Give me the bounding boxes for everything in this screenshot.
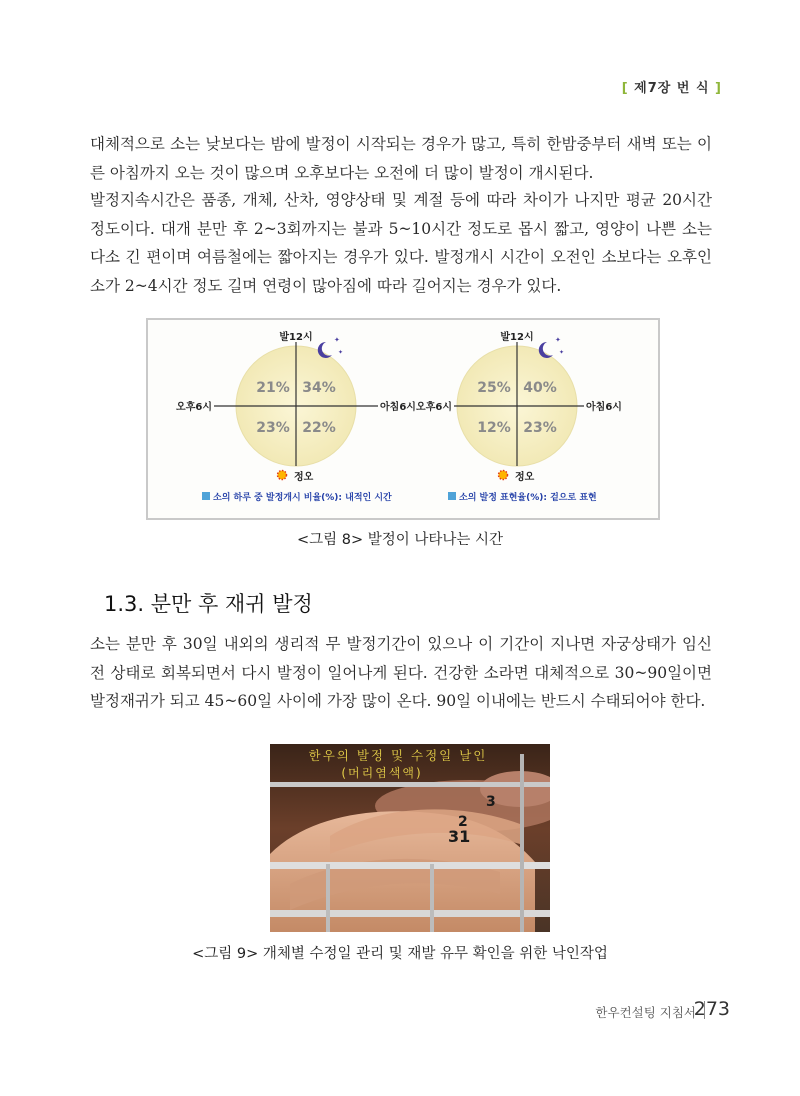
chapter-tag (622, 77, 722, 96)
right-q-bottom-left: 12% (477, 420, 511, 436)
cow-number-2: 2 (458, 814, 468, 830)
right-legend-swatch (448, 492, 456, 500)
svg-text:✦: ✦ (555, 336, 561, 344)
right-q-top-right: 40% (523, 380, 557, 396)
right-label-left: 오후6시 (416, 402, 452, 413)
page-number: 273 (693, 998, 730, 1020)
right-label-right: 아침6시 (586, 402, 622, 413)
estrus-time-diagrams (148, 320, 658, 518)
svg-text:✦: ✦ (559, 349, 565, 356)
bracket-close: ] (715, 81, 722, 96)
left-legend: 소의 하루 중 발정개시 비율(%): 내적인 시간 (213, 493, 392, 503)
left-clock-chart (175, 330, 416, 503)
figure-9-photo (270, 744, 550, 932)
left-q-bottom-left: 23% (256, 420, 290, 436)
cow-number-1: 3 (486, 794, 496, 810)
cattle-photo (270, 744, 550, 932)
left-q-top-left: 21% (256, 380, 290, 396)
paragraph-1: 대체적으로 소는 낮보다는 밤에 발정이 시작되는 경우가 많고, 특히 한밤중부터 새벽 또는 이른 아침까지 오는 것이 많으며 오후보다는 오전에 더 많이 발정이 개시된다. (90, 135, 712, 182)
right-legend: 소의 발정 표현율(%): 겉으로 표현 (459, 493, 597, 503)
left-q-bottom-right: 22% (302, 420, 336, 436)
photo-title-line2: (머리염색액) (341, 766, 423, 780)
chapter-title: 제7장 번 식 (634, 81, 710, 96)
right-label-bottom: 정오 (515, 472, 535, 483)
figure-8-caption: <그림 8> 발정이 나타나는 시간 (296, 532, 504, 548)
svg-text:✦: ✦ (338, 349, 344, 356)
figure-8 (146, 318, 660, 520)
right-moon-icon (539, 336, 564, 358)
bracket-open: [ (621, 81, 629, 96)
paragraph-2: 발정지속시간은 품종, 개체, 산차, 영양상태 및 계절 등에 따라 차이가 나지만 평균 20시간 정도이다. 대개 분만 후 2~3회까지는 불과 5~10시간 정도로 몹시 짧고, 영양이 나쁜 소는 다소 긴 편이며 여름철에는 짧아지는 경우가 있다. 발정개시 시간이 오전인 소보다는 오후인 소가 2~4시간 정도 길며 연령이 많아짐에 따라 길어지는 경우가 있다. (90, 191, 712, 295)
cow-number-3: 31 (448, 827, 471, 846)
left-label-top: 발12시 (279, 332, 313, 343)
right-q-bottom-right: 23% (523, 420, 557, 436)
footer-book-title: 한우컨설팅 지침서 (595, 1005, 696, 1020)
left-sun-icon (278, 471, 287, 480)
figure-9-caption: <그림 9> 개체별 수정일 관리 및 재발 유무 확인을 위한 낙인작업 (192, 946, 608, 962)
left-label-right: 아침6시 (380, 402, 416, 413)
left-q-top-right: 34% (302, 380, 336, 396)
left-moon-icon (318, 336, 343, 358)
right-clock-chart (415, 330, 622, 503)
section-heading: 1.3. 분만 후 재귀 발정 (104, 592, 313, 616)
left-label-left: 오후6시 (176, 402, 212, 413)
left-legend-swatch (202, 492, 210, 500)
right-q-top-left: 25% (477, 380, 511, 396)
right-label-top: 발12시 (500, 332, 534, 343)
paragraph-3: 소는 분만 후 30일 내외의 생리적 무 발정기간이 있으나 이 기간이 지나면 자궁상태가 임신 전 상태로 회복되면서 다시 발정이 일어나게 된다. 건강한 소라면 대체적으로 30~90일이면 발정재귀가 되고 45~60일 사이에 가장 많이 온다. 90일 이내에는 반드시 수태되어야 한다. (90, 635, 712, 710)
left-label-bottom: 정오 (294, 472, 314, 483)
photo-title-line1: 한우의 발정 및 수정일 날인 (308, 748, 488, 763)
svg-text:✦: ✦ (334, 336, 340, 344)
right-sun-icon (499, 471, 508, 480)
